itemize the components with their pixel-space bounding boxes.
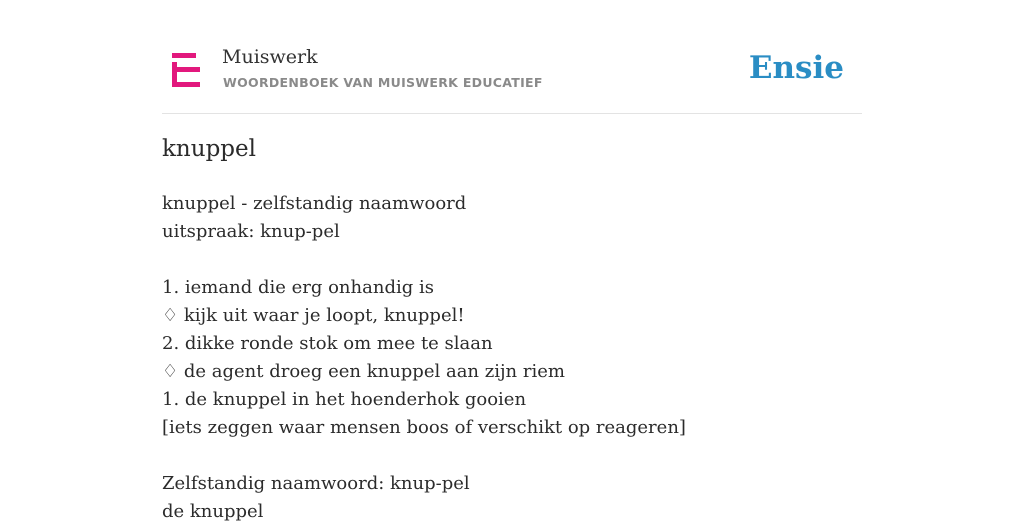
- definition-line: 1. de knuppel in het hoenderhok gooien: [162, 389, 527, 410]
- definition-line: 2. dikke ronde stok om mee te slaan: [162, 333, 493, 354]
- logo-bar: [172, 62, 177, 83]
- brand-subtitle: WOORDENBOEK VAN MUISWERK EDUCATIEF: [223, 75, 543, 90]
- definition-line: uitspraak: knup-pel: [162, 221, 340, 242]
- page-title: knuppel: [162, 136, 256, 162]
- logo-bar: [172, 82, 200, 87]
- definition-line: ♢ kijk uit waar je loopt, knuppel!: [162, 305, 465, 326]
- ensie-logo[interactable]: Ensie: [748, 50, 844, 86]
- definition-line: [iets zeggen waar mensen boos of verschikt op reageren]: [162, 417, 686, 438]
- definition-line: [162, 442, 862, 470]
- definition-line: ♢ de agent droeg een knuppel aan zijn riem: [162, 361, 565, 382]
- logo-bar: [172, 67, 200, 72]
- definition-line: Zelfstandig naamwoord: knup-pel: [162, 473, 470, 494]
- definition-line: 1. iemand die erg onhandig is: [162, 277, 434, 298]
- definition-line: knuppel - zelfstandig naamwoord: [162, 193, 467, 214]
- site-header: [162, 36, 862, 114]
- logo-bar: [172, 53, 196, 58]
- definition-line: de knuppel: [162, 501, 264, 522]
- definition-line: [162, 246, 862, 274]
- muiswerk-logo-icon[interactable]: [172, 53, 200, 87]
- brand-title[interactable]: Muiswerk: [222, 46, 318, 68]
- definition-body: [162, 190, 862, 526]
